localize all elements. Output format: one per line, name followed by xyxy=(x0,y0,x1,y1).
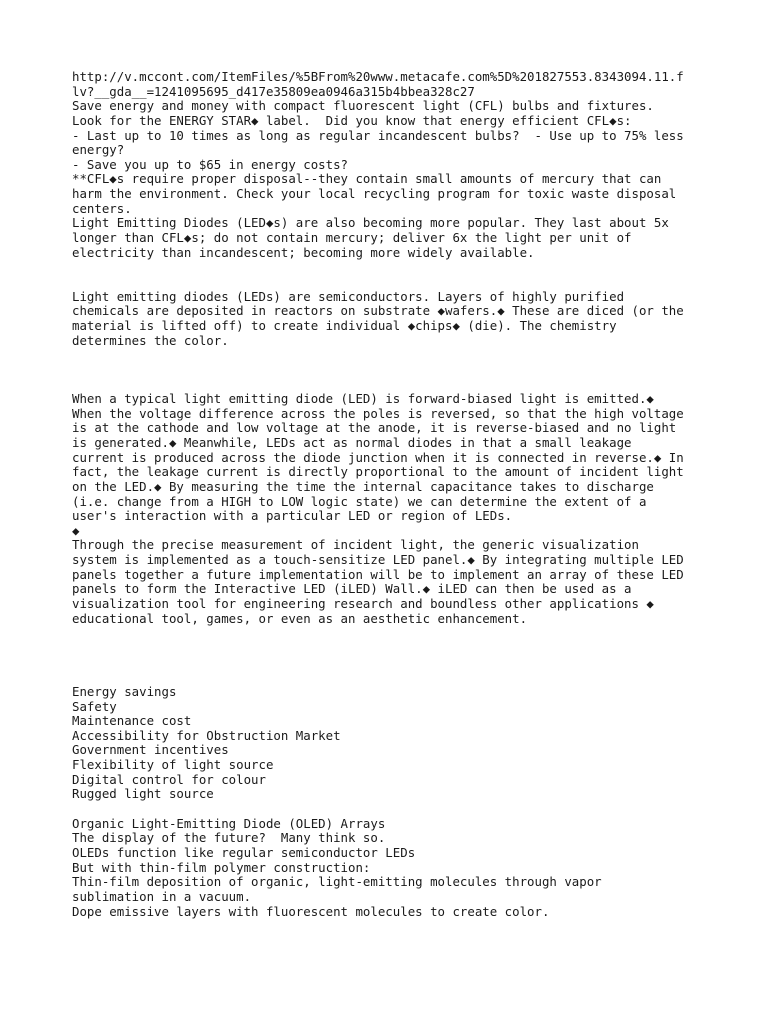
text-line: centers. xyxy=(72,200,132,216)
text-line: lv?__gda__=1241095695_d417e35809ea0946a315b4bbea328c27 xyxy=(72,83,475,99)
text-line: system is implemented as a touch-sensitize LED panel.◆ By integrating multiple LED xyxy=(72,552,684,568)
text-line: Organic Light-Emitting Diode (OLED) Arrays xyxy=(72,815,386,831)
text-line: Government incentives xyxy=(72,742,229,758)
text-line: user's interaction with a particular LED or region of LEDs. xyxy=(72,508,513,524)
text-line: sublimation in a vacuum. xyxy=(72,888,252,904)
text-line: When a typical light emitting diode (LED) is forward-biased light is emitted.◆ xyxy=(72,391,654,407)
text-line: longer than CFL◆s; do not contain mercury; deliver 6x the light per unit of xyxy=(72,230,632,246)
text-line: Rugged light source xyxy=(72,786,214,802)
text-line: panels together a future implementation will be to implement an array of these LED xyxy=(72,566,684,582)
paragraph-led-semiconductors xyxy=(72,290,712,349)
text-line: Digital control for colour xyxy=(72,771,266,787)
text-line: Light emitting diodes (LEDs) are semiconductors. Layers of highly purified xyxy=(72,288,625,304)
text-line: Safety xyxy=(72,698,117,714)
text-line: When the voltage difference across the poles is reversed, so that the high voltage xyxy=(72,405,684,421)
text-line: Look for the ENERGY STAR◆ label. Did you know that energy efficient CFL◆s: xyxy=(72,112,632,128)
text-line: Light Emitting Diodes (LED◆s) are also becoming more popular. They last about 5x xyxy=(72,215,669,231)
text-line: - Last up to 10 times as long as regular incandescent bulbs? - Use up to 75% less xyxy=(72,127,684,143)
document-body xyxy=(72,70,712,919)
text-line: is generated.◆ Meanwhile, LEDs act as normal diodes in that a small leakage xyxy=(72,435,632,450)
text-line: educational tool, games, or even as an aesthetic enhancement. xyxy=(72,610,528,626)
paragraph-cfl-intro xyxy=(72,70,712,260)
text-line: But with thin-film polymer construction: xyxy=(72,859,371,875)
text-line: Save energy and money with compact fluorescent light (CFL) bulbs and fixtures. xyxy=(72,98,654,114)
text-line: Thin-film deposition of organic, light-emitting molecules through vapor xyxy=(72,874,602,890)
text-line: current is produced across the diode junction when it is connected in reverse.◆ In xyxy=(72,449,684,465)
text-line: panels to form the Interactive LED (iLED) Wall.◆ iLED can then be used as a xyxy=(72,581,632,597)
paragraph-led-sensing xyxy=(72,392,712,626)
text-line: The display of the future? Many think so. xyxy=(72,830,386,846)
text-line: visualization tool for engineering research and boundless other applications ◆ xyxy=(72,596,654,612)
text-line: harm the environment. Check your local recycling program for toxic waste disposal xyxy=(72,186,677,202)
text-line: material is lifted off) to create individual ◆chips◆ (die). The chemistry xyxy=(72,317,617,333)
text-line: OLEDs function like regular semiconductor LEDs xyxy=(72,844,416,860)
text-line: (i.e. change from a HIGH to LOW logic state) we can determine the extent of a xyxy=(72,493,647,509)
text-line: http://v.mccont.com/ItemFiles/%5BFrom%20www.metacafe.com%5D%201827553.8343094.11.f xyxy=(72,69,684,84)
paragraph-oled-arrays xyxy=(72,817,712,919)
text-line: electricity than incandescent; becoming more widely available. xyxy=(72,244,535,260)
text-line: Flexibility of light source xyxy=(72,757,274,773)
text-line: determines the color. xyxy=(72,332,229,348)
paragraph-led-benefits-list xyxy=(72,685,712,802)
text-line: - Save you up to $65 in energy costs? xyxy=(72,156,349,172)
text-line: on the LED.◆ By measuring the time the internal capacitance takes to discharge xyxy=(72,478,654,494)
text-line: is at the cathode and low voltage at the anode, it is reverse-biased and no light xyxy=(72,420,677,436)
text-line: Dope emissive layers with fluorescent molecules to create color. xyxy=(72,903,550,919)
text-line: chemicals are deposited in reactors on substrate ◆wafers.◆ These are diced (or the xyxy=(72,303,684,319)
text-line: fact, the leakage current is directly proportional to the amount of incident light xyxy=(72,464,684,480)
text-line: Through the precise measurement of incident light, the generic visualization xyxy=(72,537,639,553)
text-line: Accessibility for Obstruction Market xyxy=(72,727,341,743)
text-line: Energy savings xyxy=(72,683,177,699)
text-line: ◆ xyxy=(72,522,80,538)
text-line: Maintenance cost xyxy=(72,713,192,729)
text-line: **CFL◆s require proper disposal--they contain small amounts of mercury that can xyxy=(72,171,662,187)
text-line: energy? xyxy=(72,142,125,158)
